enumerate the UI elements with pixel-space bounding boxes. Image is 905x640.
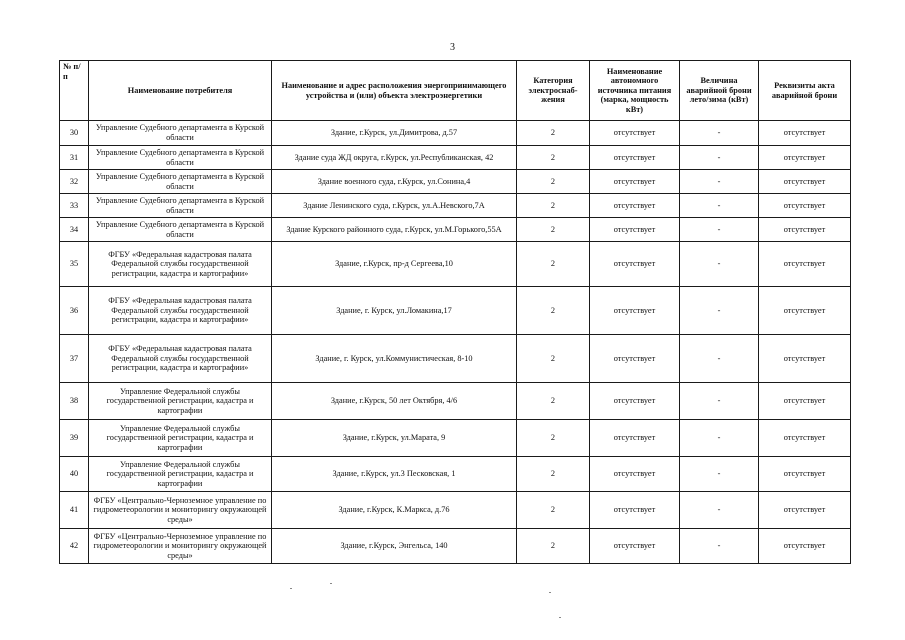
supply-category: 2 [517,420,590,457]
autonomous-source: отсутствует [590,194,680,218]
emergency-reserve: - [680,492,759,529]
emergency-reserve: - [680,170,759,194]
object-address: Здание, г. Курск, ул.Коммунистическая, 8-10 [272,335,517,383]
autonomous-source: отсутствует [590,383,680,420]
emergency-reserve: - [680,529,759,564]
autonomous-source: отсутствует [590,242,680,287]
supply-category: 2 [517,457,590,492]
consumer-name: Управление Федеральной службы государственной регистрации, кадастра и картографии [89,457,272,492]
object-address: Здание, г.Курск, пр-д Сергеева,10 [272,242,517,287]
consumer-name: Управление Судебного департамента в Курской области [89,170,272,194]
consumer-name: ФГБУ «Центрально-Черноземное управление по гидрометеорологии и мониторингу окружающей среды» [89,492,272,529]
table-row [60,121,851,146]
autonomous-source: отсутствует [590,170,680,194]
header-act-details: Реквизиты акта аварийной брони [759,61,851,121]
object-address: Здание военного суда, г.Курск, ул.Сонина,4 [272,170,517,194]
act-details: отсутствует [759,242,851,287]
object-address: Здание, г.Курск, ул.Димитрова, д.57 [272,121,517,146]
act-details: отсутствует [759,335,851,383]
row-number: 34 [60,218,89,242]
supply-category: 2 [517,242,590,287]
row-number: 37 [60,335,89,383]
row-number: 41 [60,492,89,529]
row-number: 35 [60,242,89,287]
object-address: Здание, г.Курск, 50 лет Октября, 4/6 [272,383,517,420]
row-number: 36 [60,287,89,335]
object-address: Здание суда ЖД округа, г.Курск, ул.Республиканская, 42 [272,146,517,170]
autonomous-source: отсутствует [590,457,680,492]
consumer-name: ФГБУ «Федеральная кадастровая палата Федеральной службы государственной регистрации, кадастра и картографии» [89,335,272,383]
table-row [60,287,851,335]
header-num: № п/п [60,61,89,121]
act-details: отсутствует [759,492,851,529]
object-address: Здание, г.Курск, Энгельса, 140 [272,529,517,564]
table-row [60,420,851,457]
consumer-name: Управление Судебного департамента в Курской области [89,194,272,218]
header-address: Наименование и адрес расположения энергопринимающего устройства и (или) объекта электроэнергетики [272,61,517,121]
row-number: 30 [60,121,89,146]
autonomous-source: отсутствует [590,121,680,146]
row-number: 42 [60,529,89,564]
supply-category: 2 [517,121,590,146]
consumer-name: Управление Судебного департамента в Курской области [89,218,272,242]
header-category: Категория электроснаб-жения [517,61,590,121]
row-number: 33 [60,194,89,218]
act-details: отсутствует [759,383,851,420]
consumer-name: Управление Судебного департамента в Курской области [89,121,272,146]
table-row [60,383,851,420]
act-details: отсутствует [759,287,851,335]
supply-category: 2 [517,146,590,170]
supply-category: 2 [517,287,590,335]
table-row [60,242,851,287]
emergency-reserve: - [680,457,759,492]
consumer-name: ФГБУ «Центрально-Черноземное управление по гидрометеорологии и мониторингу окружающей среды» [89,529,272,564]
consumer-name: Управление Федеральной службы государственной регистрации, кадастра и картографии [89,420,272,457]
emergency-reserve: - [680,194,759,218]
emergency-reserve: - [680,420,759,457]
table-row [60,218,851,242]
supply-category: 2 [517,383,590,420]
autonomous-source: отсутствует [590,420,680,457]
table-header-row [60,61,851,121]
emergency-reserve: - [680,242,759,287]
header-emergency-reserve: Величина аварийной брони лето/зима (кВт) [680,61,759,121]
object-address: Здание Ленинского суда, г.Курск, ул.А.Невского,7А [272,194,517,218]
consumers-table [59,60,851,564]
table-row [60,146,851,170]
row-number: 40 [60,457,89,492]
emergency-reserve: - [680,287,759,335]
row-number: 31 [60,146,89,170]
object-address: Здание, г.Курск, ул.Марата, 9 [272,420,517,457]
object-address: Здание, г.Курск, К.Маркса, д.76 [272,492,517,529]
emergency-reserve: - [680,335,759,383]
emergency-reserve: - [680,383,759,420]
autonomous-source: отсутствует [590,146,680,170]
autonomous-source: отсутствует [590,335,680,383]
act-details: отсутствует [759,457,851,492]
table-row [60,335,851,383]
object-address: Здание Курского районного суда, г.Курск, ул.М.Горького,55А [272,218,517,242]
consumer-name: Управление Федеральной службы государственной регистрации, кадастра и картографии [89,383,272,420]
object-address: Здание, г.Курск, ул.3 Песковская, 1 [272,457,517,492]
emergency-reserve: - [680,218,759,242]
act-details: отсутствует [759,121,851,146]
row-number: 32 [60,170,89,194]
supply-category: 2 [517,529,590,564]
row-number: 39 [60,420,89,457]
autonomous-source: отсутствует [590,287,680,335]
table-row [60,529,851,564]
act-details: отсутствует [759,194,851,218]
supply-category: 2 [517,335,590,383]
supply-category: 2 [517,492,590,529]
table-row [60,492,851,529]
act-details: отсутствует [759,218,851,242]
page-number: 3 [450,42,455,53]
table-row [60,194,851,218]
table-row [60,457,851,492]
act-details: отсутствует [759,170,851,194]
row-number: 38 [60,383,89,420]
header-consumer: Наименование потребителя [89,61,272,121]
table-row [60,170,851,194]
act-details: отсутствует [759,420,851,457]
autonomous-source: отсутствует [590,218,680,242]
emergency-reserve: - [680,121,759,146]
header-autonomous-source: Наименование автономного источника питания (марка, мощность кВт) [590,61,680,121]
object-address: Здание, г. Курск, ул.Ломакина,17 [272,287,517,335]
act-details: отсутствует [759,146,851,170]
supply-category: 2 [517,218,590,242]
autonomous-source: отсутствует [590,529,680,564]
supply-category: 2 [517,194,590,218]
autonomous-source: отсутствует [590,492,680,529]
consumer-name: ФГБУ «Федеральная кадастровая палата Федеральной службы государственной регистрации, кадастра и картографии» [89,242,272,287]
supply-category: 2 [517,170,590,194]
consumer-name: Управление Судебного департамента в Курской области [89,146,272,170]
consumer-name: ФГБУ «Федеральная кадастровая палата Федеральной службы государственной регистрации, кадастра и картографии» [89,287,272,335]
act-details: отсутствует [759,529,851,564]
emergency-reserve: - [680,146,759,170]
